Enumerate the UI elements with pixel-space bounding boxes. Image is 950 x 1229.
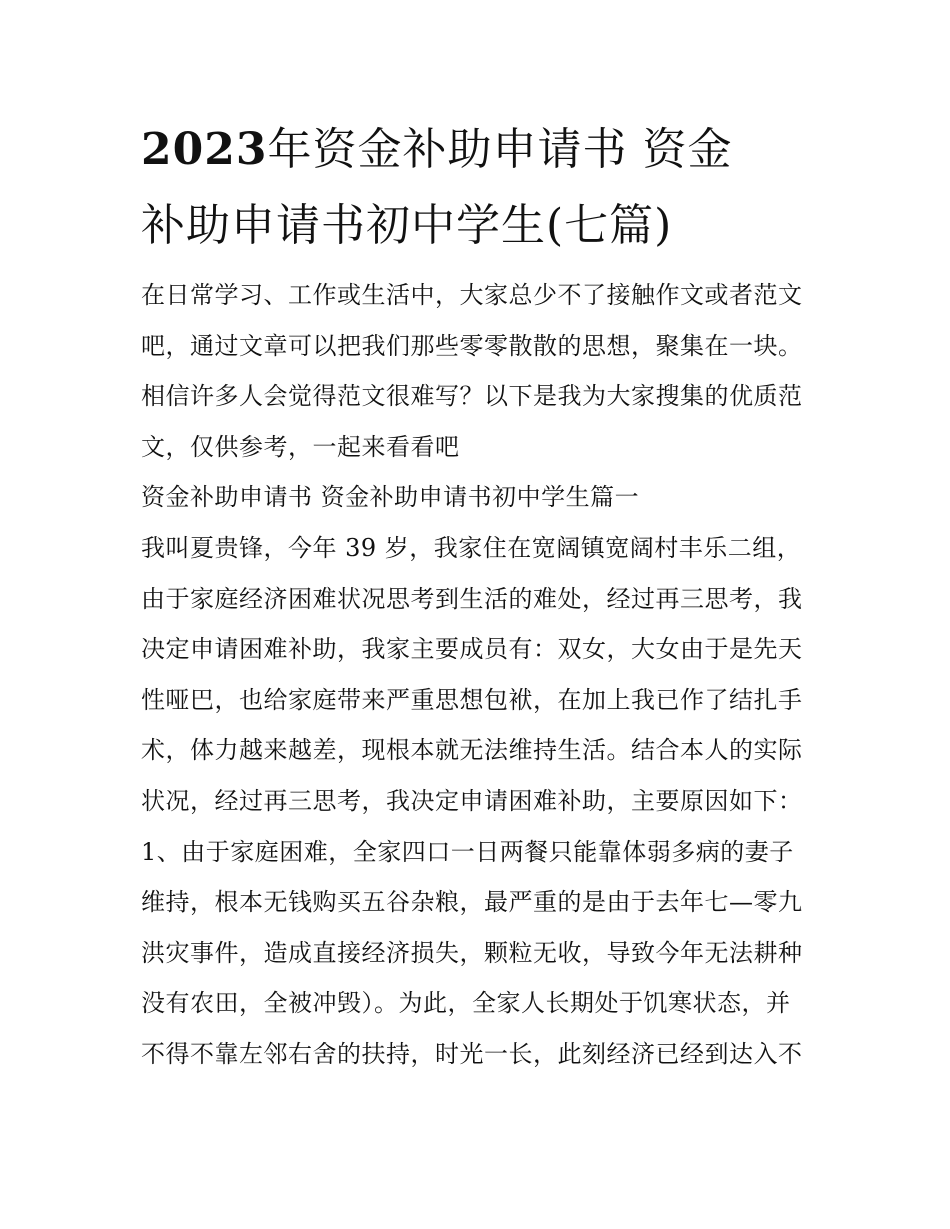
- body-line: 文，仅供参考，一起来看看吧: [141, 432, 460, 461]
- body-line: 1、由于家庭困难，全家四口一日两餐只能靠体弱多病的妻子: [141, 837, 794, 866]
- document-page: [141, 112, 821, 1080]
- body-line: 决定申请困难补助，我家主要成员有：双女，大女由于是先天: [141, 635, 803, 664]
- body-line: 术，体力越来越差，现根本就无法维持生活。结合本人的实际: [141, 736, 803, 765]
- body-line: 状况，经过再三思考，我决定申请困难补助，主要原因如下：: [141, 786, 803, 815]
- body-line: 性哑巴，也给家庭带来严重思想包袱，在加上我已作了结扎手: [141, 685, 803, 714]
- body-line: 吧，通过文章可以把我们那些零零散散的思想，聚集在一块。: [141, 331, 803, 360]
- body-line: 相信许多人会觉得范文很难写？以下是我为大家搜集的优质范: [141, 382, 803, 411]
- body-line: 维持，根本无钱购买五谷杂粮，最严重的是由于去年七—零九: [141, 888, 803, 917]
- title-line-1-text: 年资金补助申请书 资金: [267, 124, 733, 175]
- section-heading: 资金补助申请书 资金补助申请书初中学生篇一: [141, 483, 640, 512]
- body-line: 在日常学习、工作或生活中，大家总少不了接触作文或者范文: [141, 281, 803, 309]
- body-line: 由于家庭经济困难状况思考到生活的难处，经过再三思考，我: [141, 584, 803, 613]
- document-body: [141, 270, 821, 1080]
- document-title: [141, 112, 821, 264]
- title-year: 2023: [141, 124, 268, 175]
- body-line: 我叫夏贵锋，今年 39 岁，我家住在宽阔镇宽阔村丰乐二组，: [141, 533, 802, 562]
- title-line-2: 补助申请书初中学生(七篇): [141, 200, 673, 251]
- title-line-1: [141, 112, 821, 188]
- body-line: 洪灾事件，造成直接经济损失，颗粒无收，导致今年无法耕种: [141, 938, 803, 967]
- body-line: 不得不靠左邻右舍的扶持，时光一长，此刻经济已经到达入不: [141, 1039, 803, 1068]
- body-line: 没有农田，全被冲毁）。为此，全家人长期处于饥寒状态，并: [141, 989, 791, 1018]
